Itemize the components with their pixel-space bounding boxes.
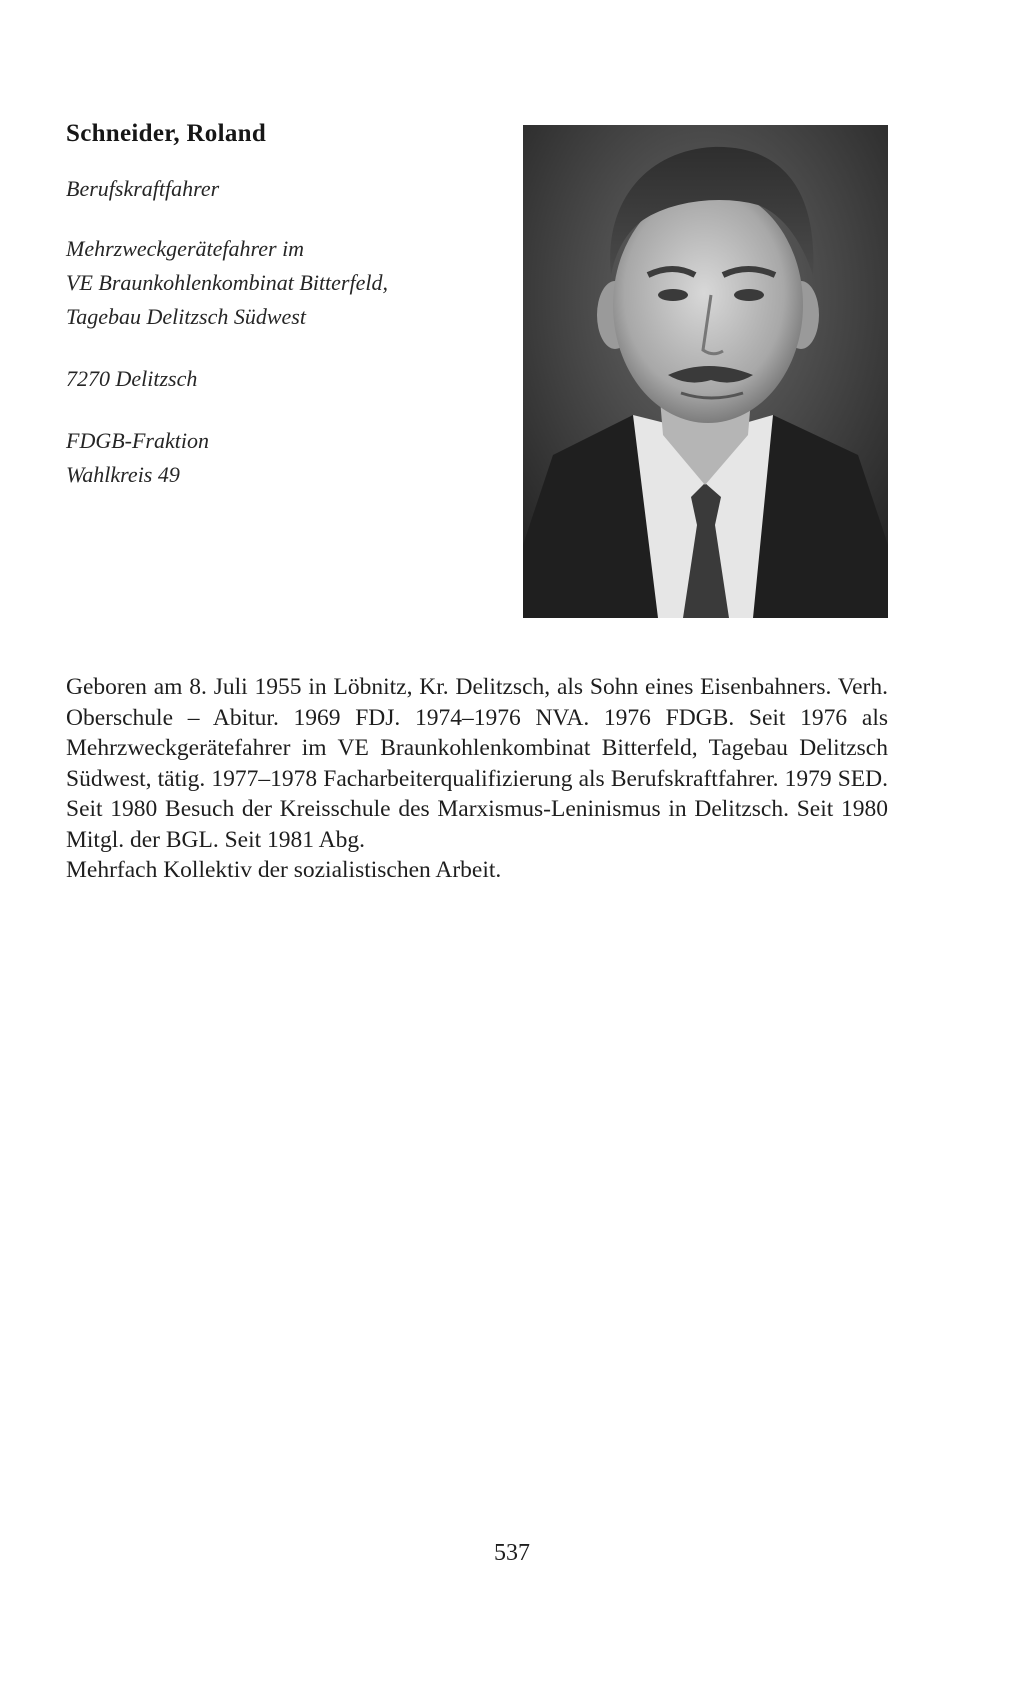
profession: Berufskraftfahrer: [66, 176, 220, 201]
workplace-line: VE Braunkohlenkombinat Bitterfeld,: [66, 270, 388, 295]
person-name: Schneider, Roland: [66, 120, 267, 147]
workplace: [66, 232, 496, 334]
biography-award: Mehrfach Kollektiv der sozialistischen Arbeit.: [66, 857, 502, 883]
constituency: Wahlkreis 49: [66, 462, 180, 487]
portrait-photo: [523, 125, 888, 618]
page-number: 537: [494, 1540, 530, 1566]
city: 7270 Delitzsch: [66, 366, 198, 391]
entry-header: [66, 118, 496, 492]
biography: [66, 672, 888, 886]
biography-text: Geboren am 8. Juli 1955 in Löbnitz, Kr. Delitzsch, als Sohn eines Eisenbahners. Verh. Oberschule – Abitur. 1969 FDJ. 1974–1976 NVA. 1976 FDGB. Seit 1976 als Mehrzweckgerätefahrer im VE Braunkohlenkombinat Bitterfeld, Tagebau Delitzsch Südwest, tätig. 1977–1978 Facharbeiterqualifizierung als Berufskraftfahrer. 1979 SED. Seit 1980 Besuch der Kreisschule des Marxismus-Leninismus in Delitzsch. Seit 1980 Mitgl. der BGL. Seit 1981 Abg.: [66, 674, 888, 853]
workplace-line: Tagebau Delitzsch Südwest: [66, 304, 306, 329]
faction-block: [66, 424, 496, 492]
faction: FDGB-Fraktion: [66, 428, 209, 453]
workplace-line: Mehrzweckgerätefahrer im: [66, 236, 305, 261]
portrait-image: [523, 125, 888, 618]
